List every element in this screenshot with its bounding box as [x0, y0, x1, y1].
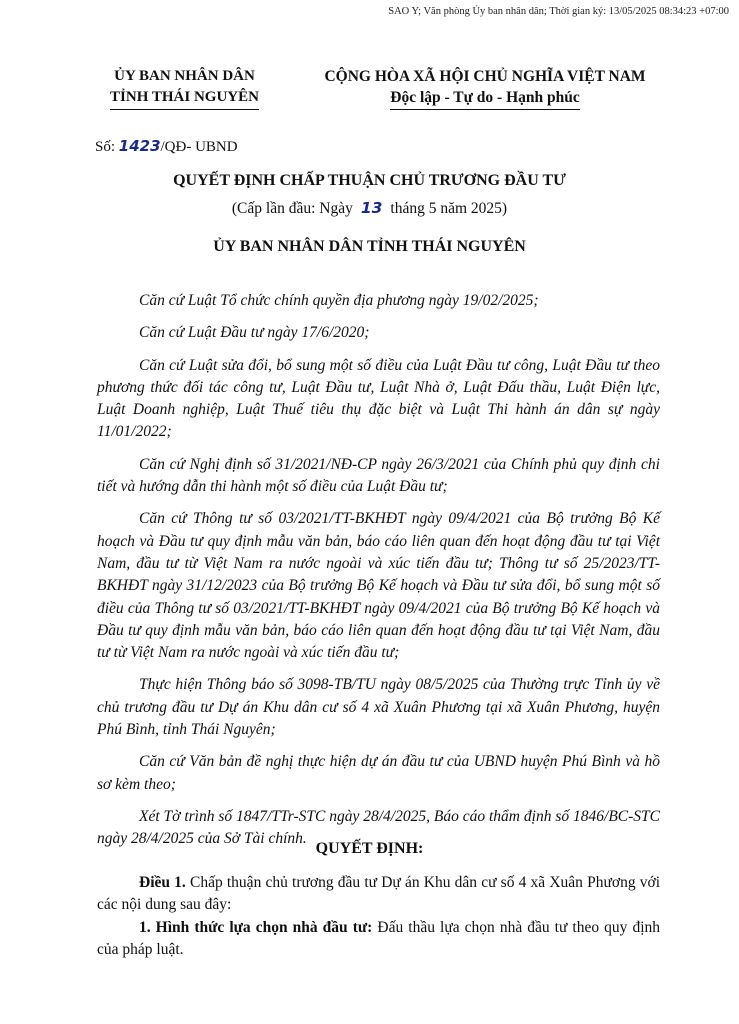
doc-number-prefix: Số:	[95, 139, 119, 155]
preamble-paragraph: Thực hiện Thông báo số 3098-TB/TU ngày 08/5/2025 của Thường trực Tỉnh ủy về chủ trương đầu tư Dự án Khu dân cư số 4 xã Xuân Phương tại xã Xuân Phương, huyện Phú Bình, tỉnh Thái Nguyên;	[97, 676, 660, 739]
document-number	[95, 137, 238, 156]
digital-signature-stamp: SAO Y; Văn phòng Ủy ban nhân dân; Thời gian ký: 13/05/2025 08:34:23 +07:00	[388, 6, 729, 17]
preamble-paragraph: Căn cứ Luật Tổ chức chính quyền địa phương ngày 19/02/2025;	[139, 292, 539, 309]
nation-name: CỘNG HÒA XÃ HỘI CHỦ NGHĨA VIỆT NAM	[324, 68, 646, 85]
issue-date-after: tháng 5 năm 2025)	[390, 200, 508, 217]
preamble-paragraph: Căn cứ Văn bản đề nghị thực hiện dự án đầu tư của UBND huyện Phú Bình và hồ sơ kèm theo;	[97, 753, 660, 793]
issue-date-handwritten: 13	[360, 199, 383, 217]
decision-heading: QUYẾT ĐỊNH:	[315, 840, 424, 857]
national-header	[305, 66, 665, 110]
article-1-label: Điều 1.	[139, 874, 186, 891]
agency-line-1: ỦY BAN NHÂN DÂN	[114, 68, 255, 84]
preamble-paragraph: Xét Tờ trình số 1847/TTr-STC ngày 28/4/2025, Báo cáo thẩm định số 1846/BC-STC ngày 28/4/2025 của Sở Tài chính.	[97, 807, 660, 848]
agency-line-2: TỈNH THÁI NGUYÊN	[110, 87, 259, 110]
preamble-paragraph: Căn cứ Thông tư số 03/2021/TT-BKHĐT ngày 09/4/2021 của Bộ trưởng Bộ Kế hoạch và Đầu tư quy định mẫu văn bản, báo cáo liên quan đến hoạt động đầu tư tại Việt Nam, đầu tư từ Việt Nam ra nước ngoài và xúc tiến đầu tư; Thông tư số 25/2023/TT-BKHĐT ngày 31/12/2023 của Bộ trưởng Bộ Kế hoạch và Đầu tư sửa đổi, bổ sung một số điều của Thông tư số 03/2021/TT-BKHĐT ngày 09/4/2021 của Bộ trưởng Bộ Kế hoạch và Đầu tư quy định mẫu văn bản, báo cáo liên quan đến hoạt động đầu tư tại Việt Nam, đầu tư từ Việt Nam ra nước ngoài và xúc tiến đầu tư;	[97, 510, 660, 662]
article-1	[97, 872, 660, 961]
article-1-item-1-label: 1. Hình thức lựa chọn nhà đầu tư:	[139, 918, 373, 936]
preamble-paragraph: Căn cứ Nghị định số 31/2021/NĐ-CP ngày 26/3/2021 của Chính phủ quy định chi tiết và hướng dẫn thi hành một số điều của Luật Đầu tư;	[97, 455, 660, 496]
preamble-paragraph: Căn cứ Luật sửa đổi, bổ sung một số điều của Luật Đầu tư công, Luật Đầu tư theo phương thức đối tác công tư, Luật Đầu tư, Luật Nhà ở, Luật Đấu thầu, Luật Điện lực, Luật Doanh nghiệp, Luật Thuế tiêu thụ đặc biệt và Luật Thi hành án dân sự ngày 11/01/2022;	[97, 356, 660, 441]
agency-heading: ỦY BAN NHÂN DÂN TỈNH THÁI NGUYÊN	[213, 238, 526, 255]
doc-number-handwritten: 1423	[118, 137, 161, 155]
article-1-item-1-text: Đấu thầu lựa chọn nhà đầu tư theo quy định của pháp luật.	[97, 918, 661, 958]
nation-motto: Độc lập - Tự do - Hạnh phúc	[390, 87, 579, 110]
preamble-paragraph: Căn cứ Luật Đầu tư ngày 17/6/2020;	[139, 324, 370, 342]
document-title: QUYẾT ĐỊNH CHẤP THUẬN CHỦ TRƯƠNG ĐẦU TƯ	[173, 172, 566, 189]
article-1-text: Chấp thuận chủ trương đầu tư Dự án Khu dân cư số 4 xã Xuân Phương với các nội dung sau đây:	[97, 874, 660, 914]
doc-number-suffix: /QĐ- UBND	[160, 139, 238, 155]
preamble	[97, 290, 660, 861]
issue-date	[0, 199, 739, 218]
issue-date-before: (Cấp lần đầu: Ngày	[231, 200, 353, 217]
issuing-agency	[82, 66, 287, 110]
